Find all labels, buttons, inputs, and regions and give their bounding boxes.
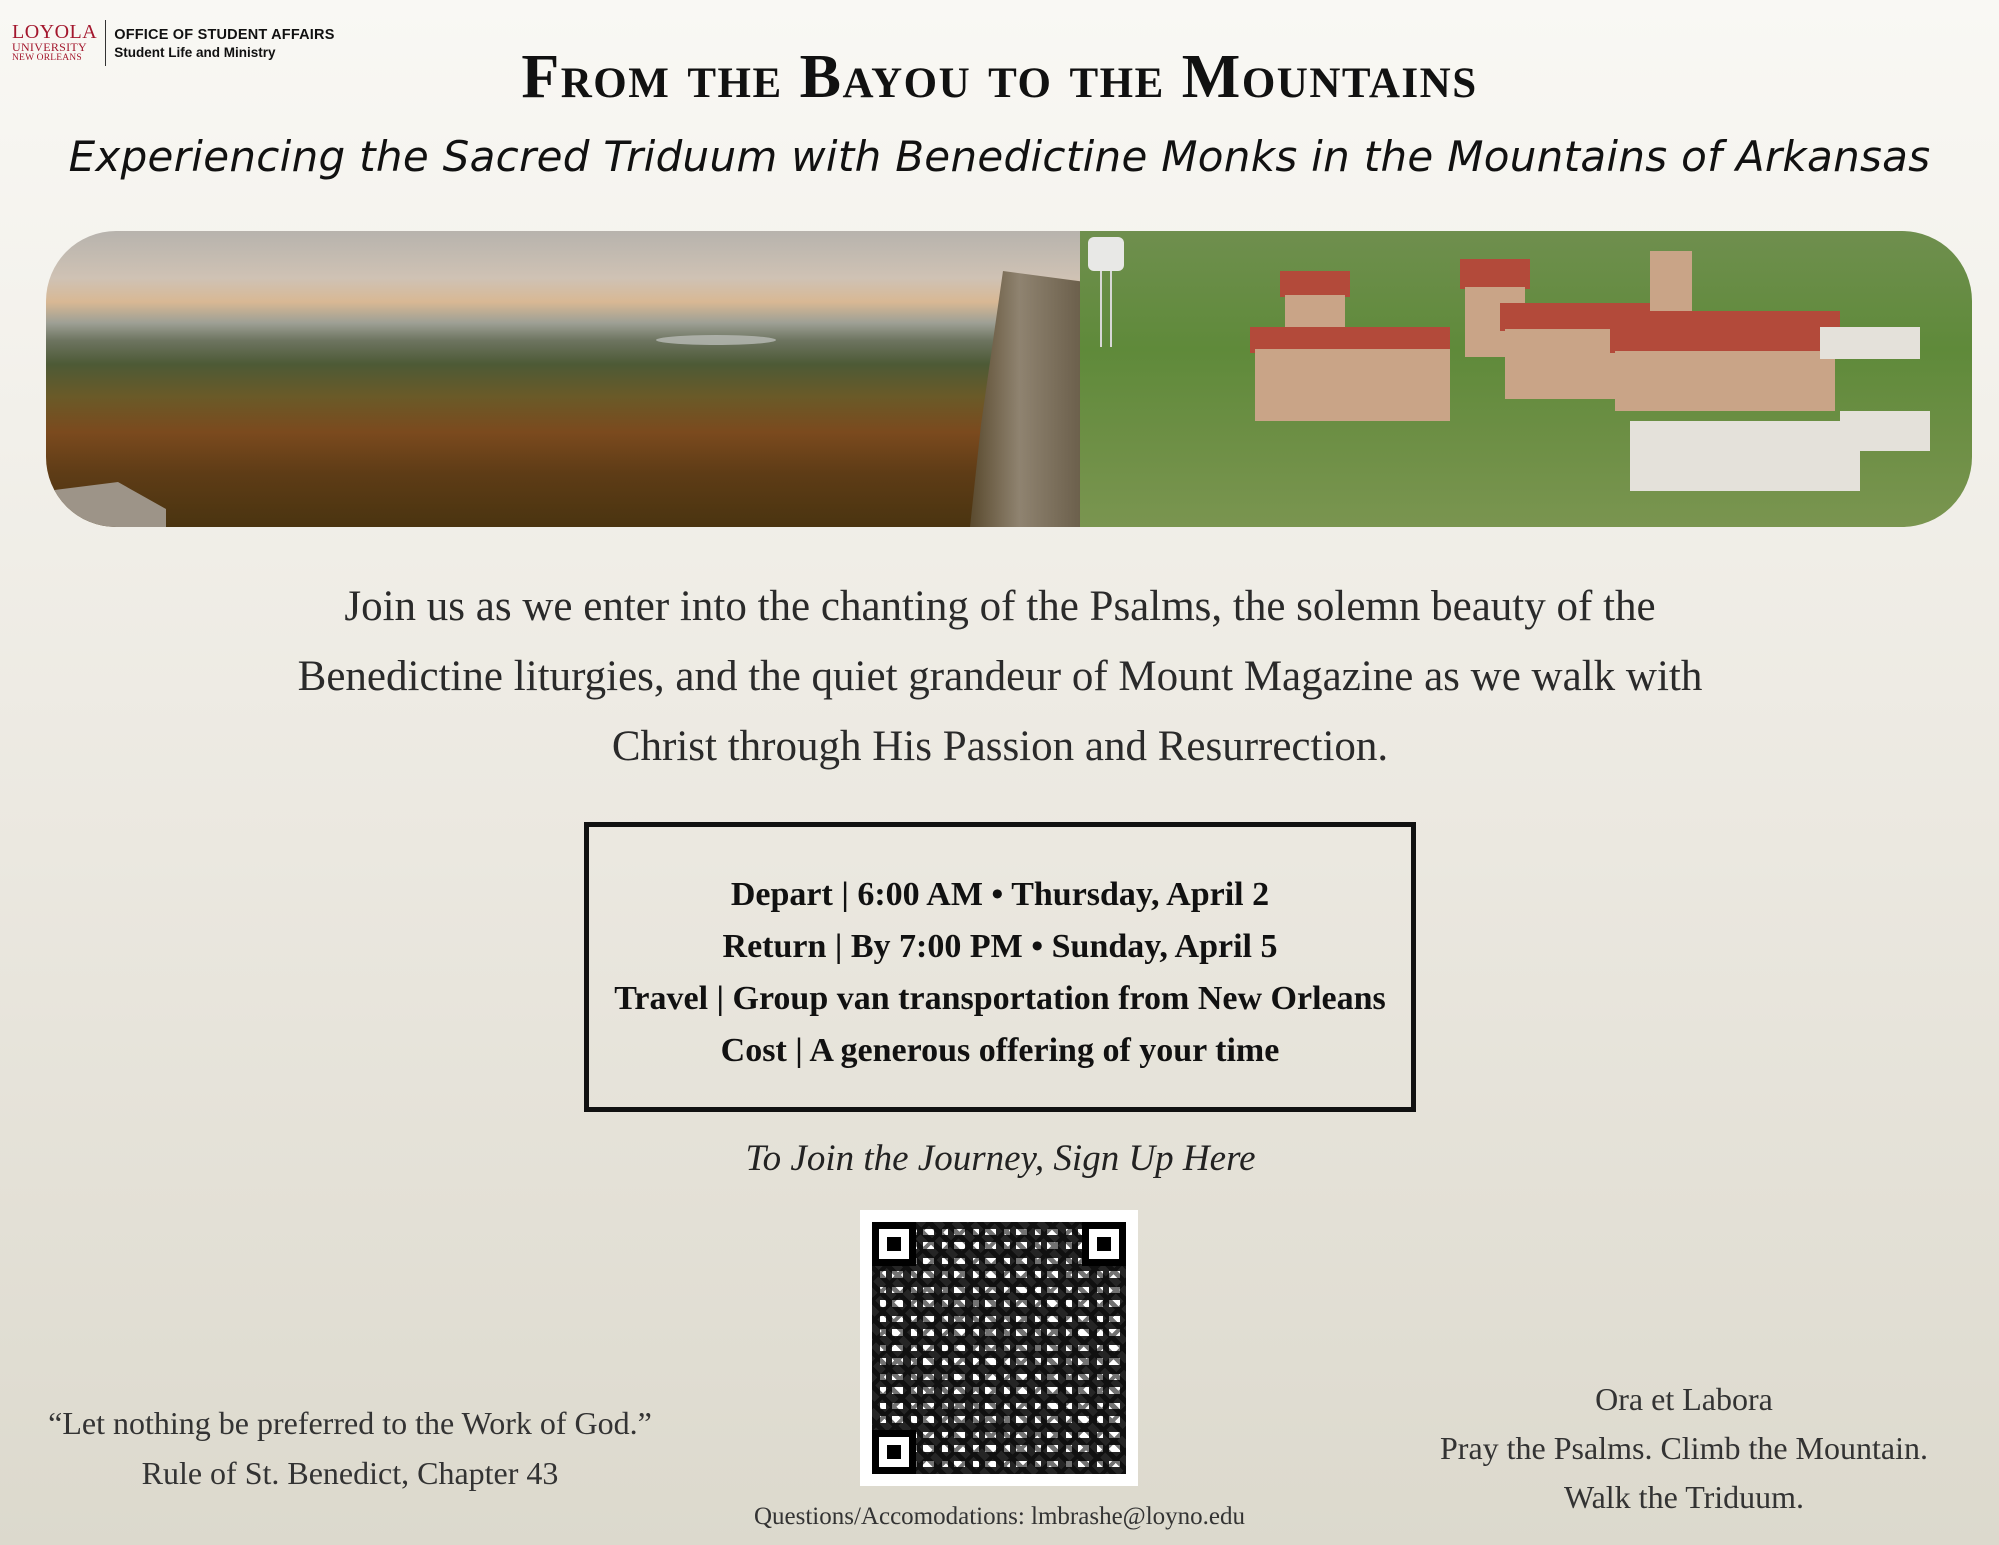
motto-block bbox=[1369, 1375, 1999, 1522]
motto-line-1: Ora et Labora bbox=[1595, 1381, 1773, 1417]
motto-line-2: Pray the Psalms. Climb the Mountain. bbox=[1440, 1430, 1928, 1466]
intro-line-2: Benedictine liturgies, and the quiet grandeur of Mount Magazine as we walk with bbox=[297, 653, 1703, 700]
logo-university-line2: UNIVERSITY bbox=[12, 40, 87, 54]
logo-university-line3: NEW ORLEANS bbox=[12, 53, 82, 63]
travel-detail: Travel | Group van transportation from New Orleans bbox=[614, 980, 1386, 1017]
qr-code-icon[interactable] bbox=[860, 1210, 1138, 1486]
logo-university-line1: LOYOLA bbox=[12, 21, 98, 43]
quote-source: Rule of St. Benedict, Chapter 43 bbox=[141, 1455, 559, 1491]
lake-shape bbox=[656, 335, 776, 345]
return-detail: Return | By 7:00 PM • Sunday, April 5 bbox=[722, 928, 1278, 965]
depart-detail: Depart | 6:00 AM • Thursday, April 2 bbox=[730, 876, 1270, 913]
contact-info: Questions/Accomodations: lmbrashe@loyno.edu bbox=[753, 1503, 1245, 1530]
logo-office: OFFICE OF STUDENT AFFAIRS bbox=[114, 26, 335, 43]
benedict-quote bbox=[0, 1398, 700, 1498]
banner-images bbox=[46, 231, 1972, 527]
trip-details-box bbox=[584, 822, 1416, 1112]
water-tower-shape bbox=[1086, 237, 1126, 347]
mountain-landscape-image bbox=[46, 231, 1080, 527]
page-title: From the Bayou to the Mountains bbox=[521, 43, 1478, 111]
intro-paragraph bbox=[170, 572, 1830, 782]
intro-line-1: Join us as we enter into the chanting of the Psalms, the solemn beauty of the bbox=[344, 583, 1656, 630]
page-subtitle: Experiencing the Sacred Triduum with Benedictine Monks in the Mountains of Arkansas bbox=[68, 132, 1931, 181]
motto-line-3: Walk the Triduum. bbox=[1563, 1479, 1805, 1515]
signup-label: To Join the Journey, Sign Up Here bbox=[745, 1138, 1256, 1179]
cliff-shape bbox=[970, 271, 1080, 527]
cost-detail: Cost | A generous offering of your time bbox=[720, 1032, 1280, 1069]
logo-department: Student Life and Ministry bbox=[114, 44, 276, 60]
abbey-aerial-image bbox=[1080, 231, 1972, 527]
rock-shape bbox=[46, 482, 166, 527]
quote-text: “Let nothing be preferred to the Work of God.” bbox=[48, 1405, 652, 1441]
intro-line-3: Christ through His Passion and Resurrection. bbox=[611, 723, 1389, 770]
